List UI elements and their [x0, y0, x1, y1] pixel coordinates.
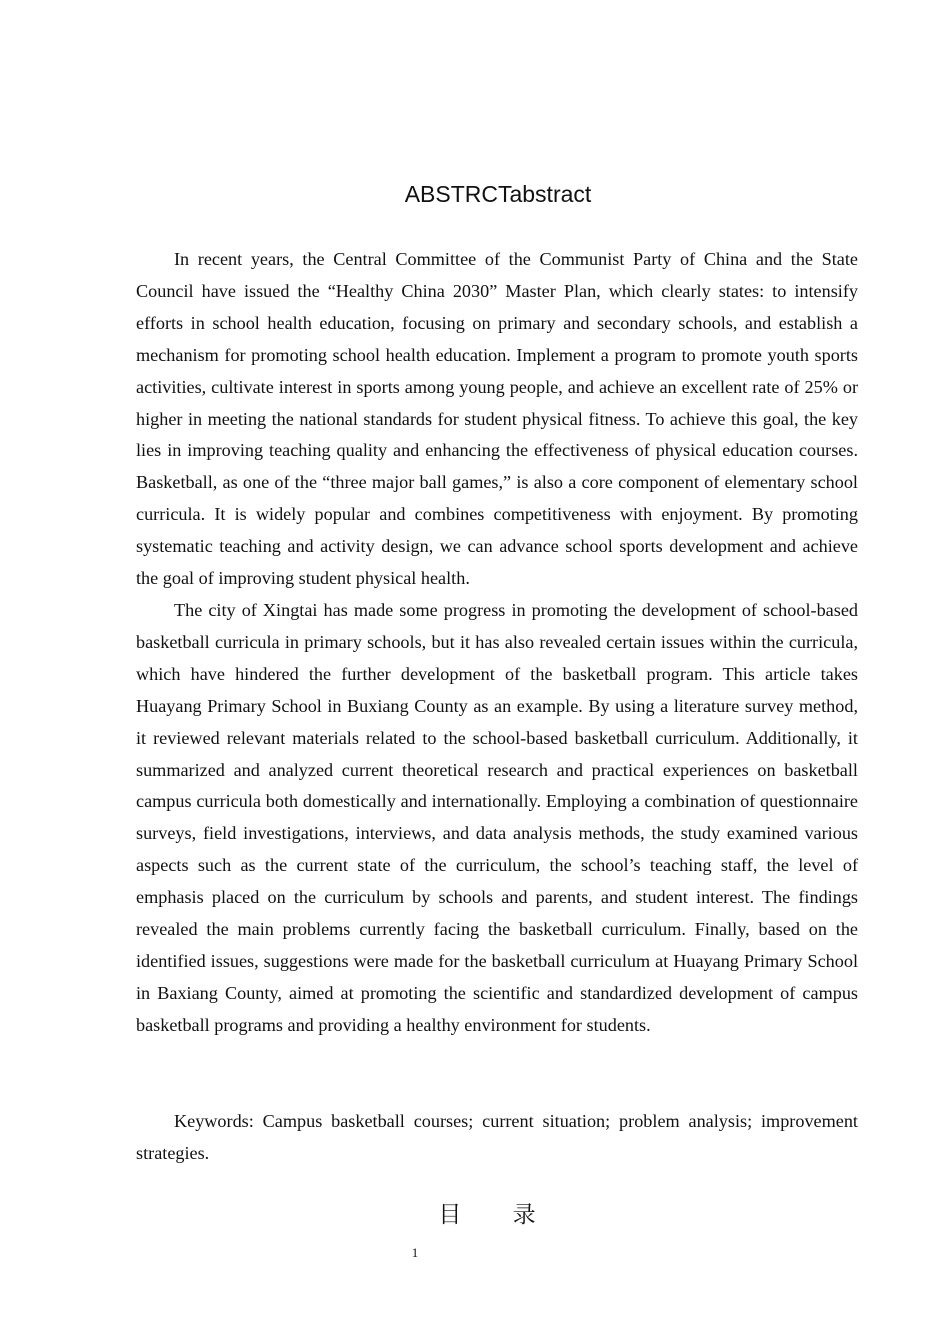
abstract-paragraph-2: The city of Xingtai has made some progress in promoting the development of school-based basketball curricula in primary schools, but it has also revealed certain issues within the curricula, which have hindered the further development of the basketball program. This article takes Huayang Primary School in Buxiang County as an example. By using a literature survey method, it reviewed relevant materials related to the school-based basketball curriculum. Additionally, it summarized and analyzed current theoretical research and practical experiences on basketball campus curricula both domestically and internationally. Employing a combination of questionnaire surveys, field investigations, interviews, and data analysis methods, the study examined various aspects such as the current state of the curriculum, the school’s teaching staff, the level of emphasis placed on the curriculum by schools and parents, and student interest. The findings revealed the main problems currently facing the basketball curriculum. Finally, based on the identified issues, suggestions were made for the basketball curriculum at Huayang Primary School in Baxiang County, aimed at promoting the scientific and standardized development of campus basketball programs and providing a healthy environment for students. — [136, 600, 858, 1035]
keywords-line: Keywords: Campus basketball courses; current situation; problem analysis; improvement strategies. — [136, 1111, 858, 1163]
page-number: 1 — [411, 1245, 419, 1260]
table-of-contents-heading: 目 录 — [438, 1202, 558, 1228]
abstract-heading: ABSTRCTabstract — [404, 181, 592, 207]
abstract-paragraph-1: In recent years, the Central Committee of the Communist Party of China and the State Council have issued the “Healthy China 2030” Master Plan, which clearly states: to intensify efforts in school health education, focusing on primary and secondary schools, and establish a mechanism for promoting school health education. Implement a program to promote youth sports activities, cultivate interest in sports among young people, and achieve an excellent rate of 25% or higher in meeting the national standards for student physical fitness. To achieve this goal, the key lies in improving teaching quality and enhancing the effectiveness of physical education courses. Basketball, as one of the “three major ball games,” is also a core component of elementary school curricula. It is widely popular and combines competitiveness with enjoyment. By promoting systematic teaching and activity design, we can advance school sports development and achieve the goal of improving student physical health. — [136, 249, 858, 589]
